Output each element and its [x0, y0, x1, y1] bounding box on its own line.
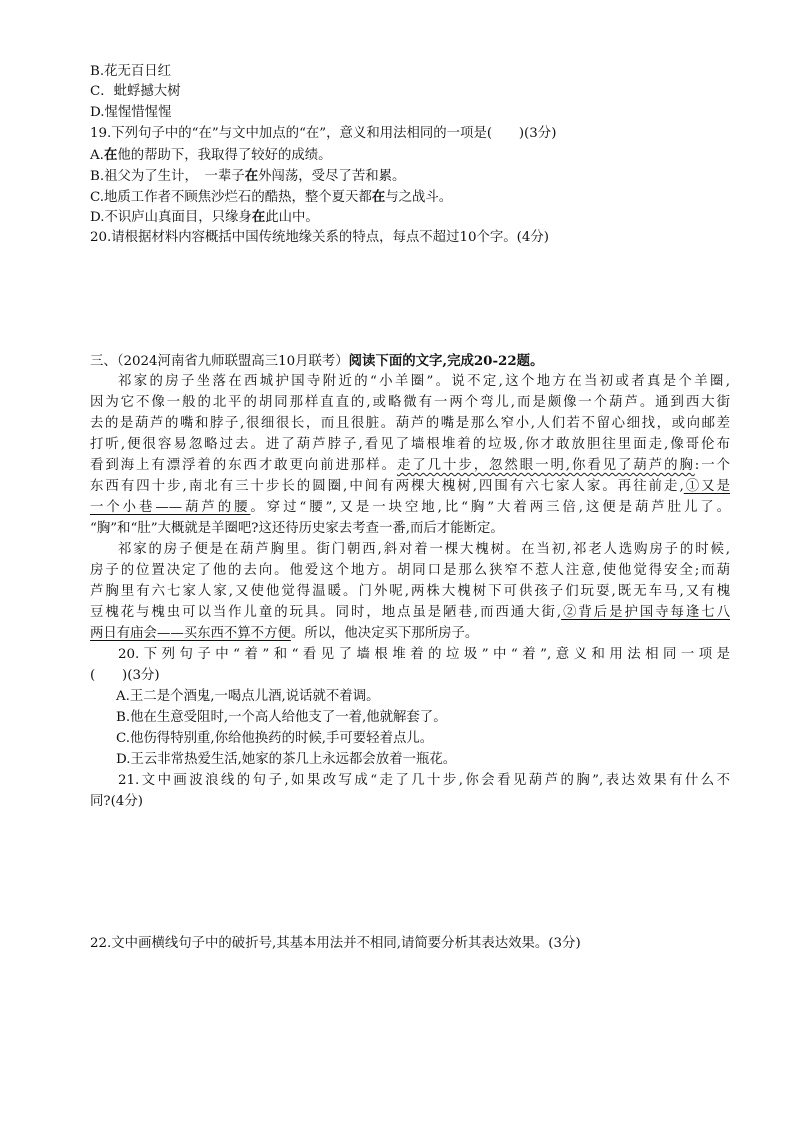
- wavy-underlined-sentence: 走了几十步，忽然眼一明,你看见了葫芦的胸: [396, 458, 695, 473]
- q20-option-b: B.他在生意受阻时,一个高人给他支了一着,他就解套了。: [116, 710, 447, 725]
- passage-p1-line2: 因为它不像一般的北平的胡同那样直直的,或略微有一两个弯儿,而是颇像一个葫芦。通到西大街: [90, 395, 730, 410]
- q18-option-b: B.花无百日红: [90, 64, 172, 79]
- underlined-sentence-1: ①又是: [683, 479, 730, 494]
- q20-stem-line2: ( )(3分): [90, 668, 160, 683]
- passage-p1-line8: “胸”和“肚”大概就是羊圈吧?这还待历史家去考查一番,而后才能断定。: [90, 521, 504, 536]
- passage-p2-line3: 芦胸里有六七家人家,又使他觉得温暖。门外呢,两株大槐树下可供孩子们玩耍,既无车马,又有槐: [90, 584, 730, 599]
- passage-p1-line3: 去的是葫芦的嘴和脖子,很细很长，而且很脏。葫芦的嘴是那么窄小,人们若不留心细找，或向邮差: [90, 416, 730, 431]
- q20-summary-question: 20.请根据材料内容概括中国传统地缘关系的特点，每点不超过10个字。(4分): [90, 230, 550, 245]
- section-3-heading: 三、（2024河南省九师联盟高三10月联考）阅读下面的文字,完成20-22题。: [90, 353, 544, 369]
- q19-option-d: D.不识庐山真面目，只缘身在此山中。: [90, 209, 319, 225]
- passage-p2-line2: 房子的位置决定了他的去向。他爱这个地方。胡同口是那么狭窄不惹人注意,使他觉得安全;而葫: [90, 563, 730, 578]
- q19-option-a: A.在他的帮助下，我取得了较好的成绩。: [90, 147, 332, 163]
- q18-option-d: D.惺惺惜惺惺: [90, 105, 172, 120]
- q22-stem: 22.文中画横线句子中的破折号,其基本用法并不相同,请简要分析其表达效果。(3分): [90, 936, 581, 951]
- passage-p2-line5: 两日有庙会——买东西不算不方便。所以，他决定买下那所房子。: [90, 626, 479, 641]
- underlined-sentence-2: ②背后是护国寺每逢七八: [561, 605, 731, 620]
- passage-p2-line1: 祁家的房子便是在葫芦胸里。街门朝西,斜对着一棵大槐树。在当初,祁老人选购房子的时候,: [118, 542, 730, 557]
- q20-stem-line1: 20.下列句子中“着”和“看见了墙根堆着的垃圾”中“着”,意义和用法相同一项是: [118, 647, 730, 662]
- underlined-sentence-2-cont: 两日有庙会——买东西不算不方便: [90, 626, 291, 641]
- q20-option-c: C.他伤得特别重,你给他换药的时候,手可要轻着点儿。: [116, 731, 434, 746]
- passage-p1-line4: 打听,便很容易忽略过去。进了葫芦脖子,看见了墙根堆着的垃圾,你才敢放胆往里面走,像哥伦布: [90, 437, 730, 452]
- passage-p1-line7: 一个小巷——葫芦的腰。穿过“腰”,又是一块空地,比“胸”大着两三倍,这便是葫芦肚儿了。: [90, 500, 731, 515]
- q20-option-d: D.王云非常热爱生活,她家的茶几上永远都会放着一瓶花。: [116, 752, 457, 767]
- passage-p1-line6: 东西有四十步,南北有三十步长的圆圈,中间有两棵大槐树,四围有六七家人家。再往前走,①又是: [90, 479, 730, 494]
- underlined-sentence-1-cont: 一个小巷——葫芦的腰: [90, 500, 251, 515]
- passage-p2-line4: 豆槐花与槐虫可以当作儿童的玩具。同时，地点虽是陋巷,而西通大街,②背后是护国寺每逢七八: [90, 605, 731, 620]
- passage-p1-line1: 祁家的房子坐落在西城护国寺附近的“小羊圈”。说不定,这个地方在当初或者真是个羊圈,: [118, 374, 730, 389]
- q21-stem-line2: 同?(4分): [90, 794, 143, 809]
- q19-option-c: C.地质工作者不顾焦沙烂石的酷热，整个夏天都在与之战斗。: [90, 189, 453, 205]
- passage-p1-line5: 看到海上有漂浮着的东西才敢更向前进那样。走了几十步，忽然眼一明,你看见了葫芦的胸:一个: [90, 458, 731, 473]
- q21-stem-line1: 21.文中画波浪线的句子,如果改写成“走了几十步,你会看见葫芦的胸”,表达效果有什么不: [118, 773, 730, 788]
- q18-option-c: C．蚍蜉撼大树: [90, 84, 181, 99]
- q19-option-b: B.祖父为了生计， 一辈子在外闯荡，受尽了苦和累。: [90, 168, 406, 184]
- q20-option-a: A.王二是个酒鬼,一喝点儿酒,说话就不着调。: [116, 689, 380, 704]
- q19-stem: 19.下列句子中的“在”与文中加点的“在”，意义和用法相同的一项是( )(3分): [90, 126, 557, 141]
